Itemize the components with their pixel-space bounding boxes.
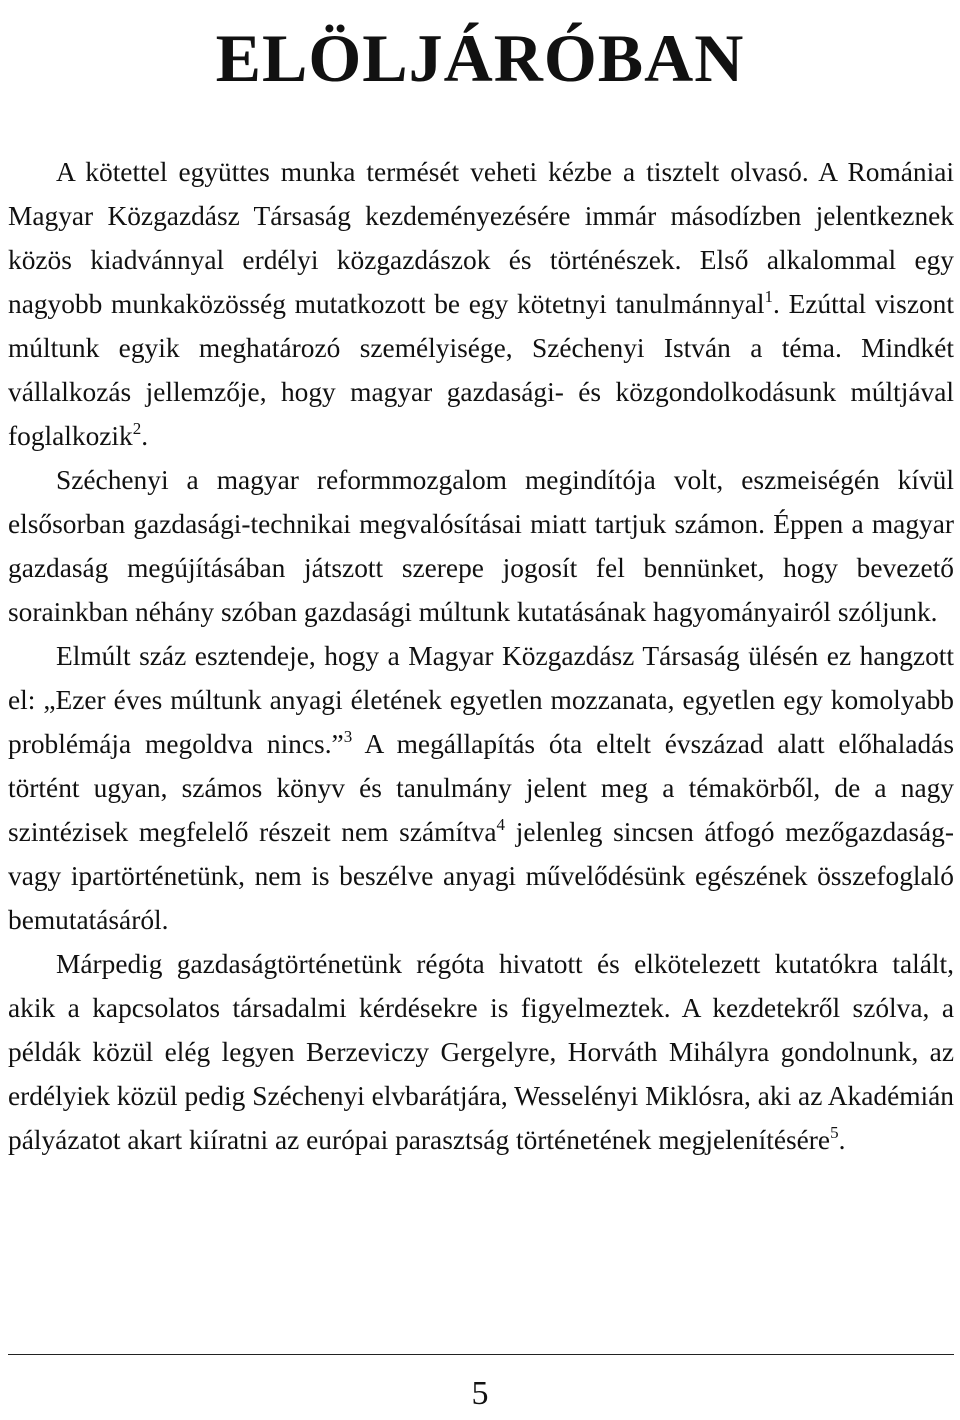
paragraph-text: Márpedig gazdaságtörténetünk régóta hivatott és elkötelezett kutatókra talált, akik a kapcsolatos társadalmi kérdésekre is figyelmeztek. A kezdetekről szólva, a példák közül elég legyen Berzeviczy Gergelyre, Horváth Mihályra gondolnunk, az erdélyiek közül pedig Széchenyi elvbarátjára, Wesselényi Miklósra, aki az Akadémián pályázatot akart kiíratni az európai parasztság történetének megjelenítésére (8, 949, 954, 1155)
body-text (8, 150, 954, 1162)
paragraph-text: . (141, 421, 149, 451)
paragraph (8, 150, 954, 458)
paragraph-text: A kötettel együttes munka termését veheti kézbe a tisztelt olvasó. A Romániai Magyar Közgazdász Társaság kezdeményezésére immár másodízben jelentkeznek közös kiadvánnyal erdélyi közgazdászok és történészek. Első alkalommal egy nagyobb munkaközösség mutatkozott be egy kötetnyi tanulmánnyal (8, 157, 954, 319)
paragraph-text: . (838, 1125, 846, 1155)
footnote-ref: 5 (830, 1122, 839, 1142)
paragraph (8, 634, 954, 942)
page-title: ELÖLJÁRÓBAN (215, 20, 745, 96)
page-number: 5 (471, 1375, 489, 1412)
footer-divider (8, 1354, 954, 1355)
footnote-ref: 4 (496, 814, 506, 834)
paragraph (8, 458, 954, 634)
footnote-ref: 1 (764, 286, 774, 306)
paragraph (8, 942, 954, 1162)
paragraph-text: . Ezúttal viszont múltunk egyik meghatározó személyisége, Széchenyi István a téma. Mindkét vállalkozás jellemzője, hogy magyar gazdasági- és közgondolkodásunk múltjával foglalkozik (8, 289, 954, 451)
paragraph-text: Széchenyi a magyar reformmozgalom megindítója volt, eszmeiségén kívül elsősorban gazdasági-technikai megvalósításai miatt tartjuk számon. Éppen a magyar gazdaság megújításában játszott szerepe jogosít fel bennünket, hogy bevezető sorainkban néhány szóban gazdasági múltunk kutatásának hagyományairól szóljunk. (8, 465, 954, 627)
paragraph-text: A megállapítás óta eltelt évszázad alatt előhaladás történt ugyan, számos könyv és tanulmány jelent meg a témakörből, de a nagy szintézisek megfelelő részeit nem számítva (8, 729, 954, 847)
footnote-ref: 3 (343, 726, 353, 746)
footnote-ref: 2 (132, 418, 142, 438)
paragraph-text: Elmúlt száz esztendeje, hogy a Magyar Közgazdász Társaság ülésén ez hangzott el: „Ezer éves múltunk anyagi életének egyetlen mozzanata, egyetlen egy komolyabb problémája megoldva nincs.” (8, 641, 954, 759)
paragraph-text: jelenleg sincsen átfogó mezőgazdaság- vagy ipartörténetünk, nem is beszélve anyagi művelődésünk egészének összefoglaló bemutatásáról. (8, 817, 954, 935)
